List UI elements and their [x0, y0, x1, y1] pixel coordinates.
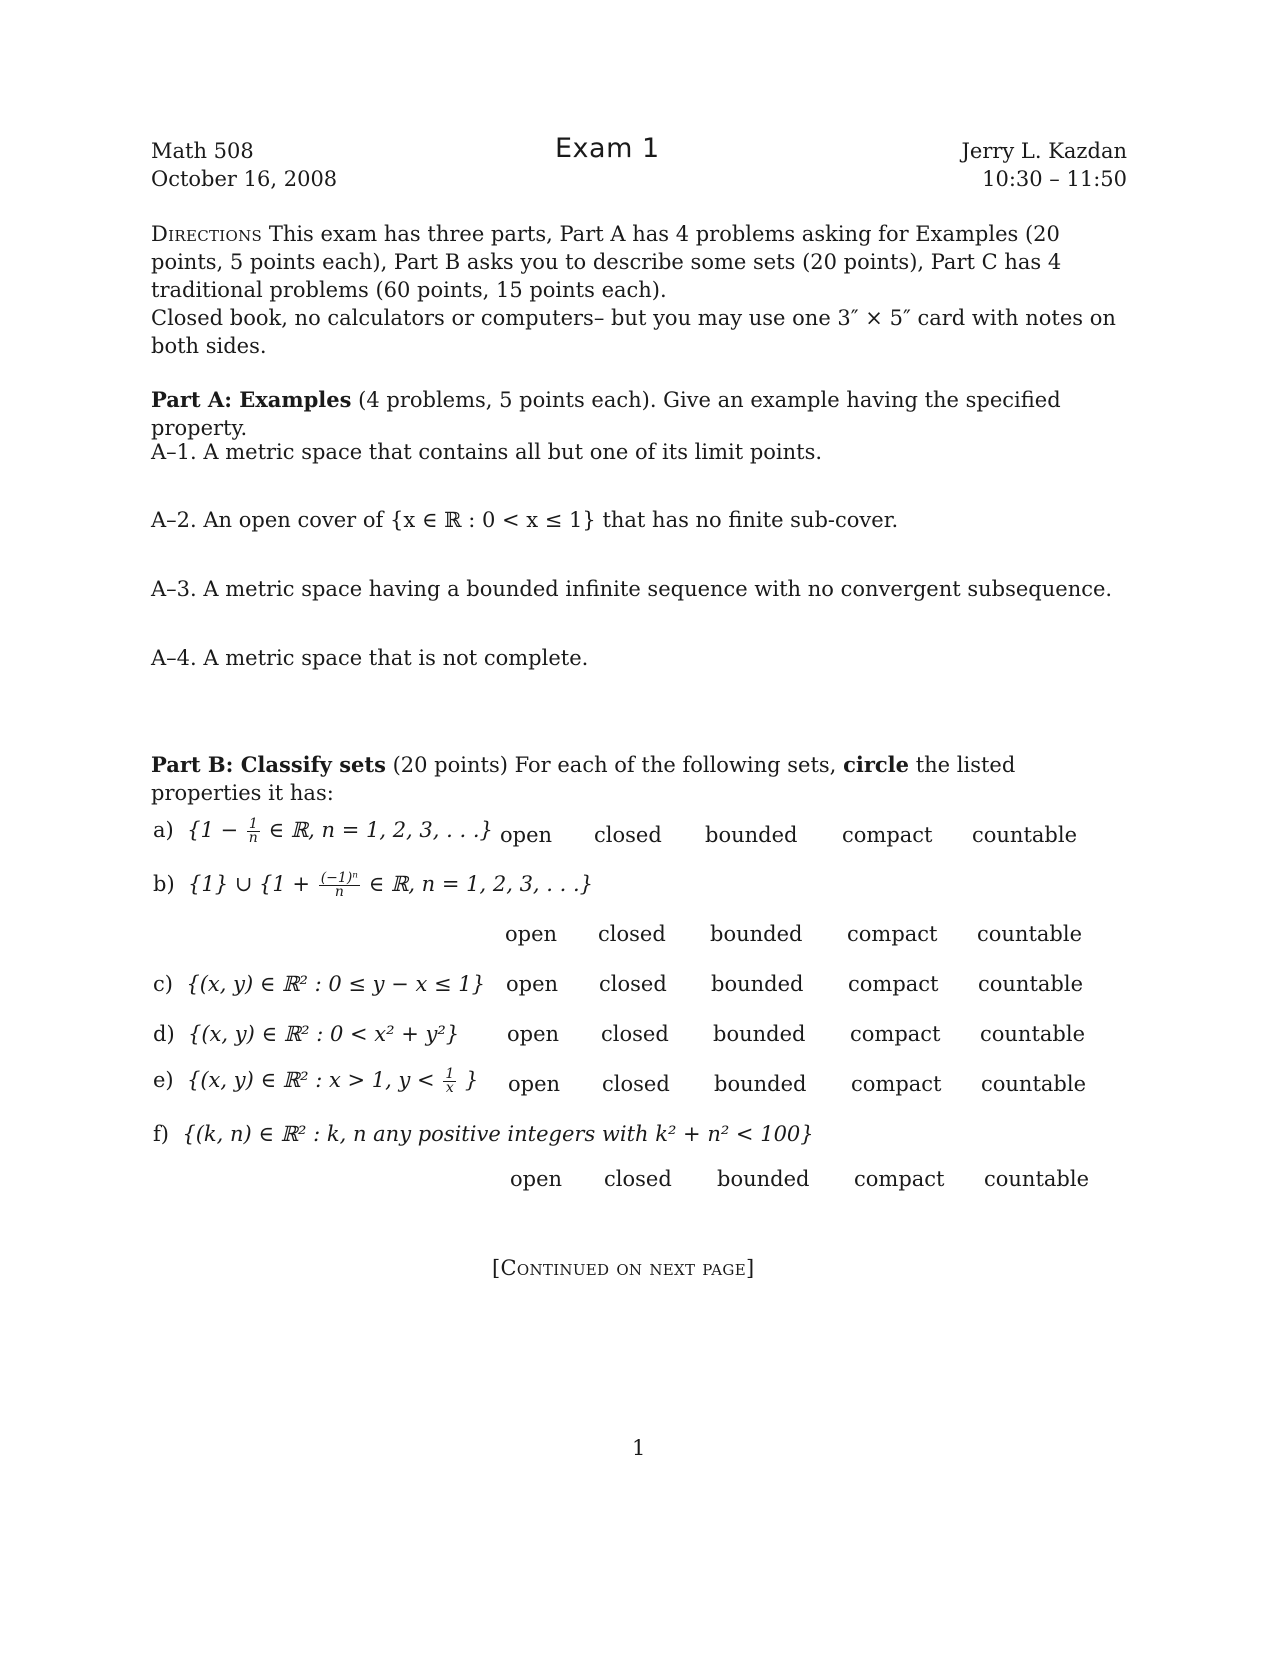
property-open[interactable]: open — [510, 1167, 563, 1191]
property-open[interactable]: open — [508, 1072, 561, 1096]
property-countable[interactable]: countable — [980, 1022, 1085, 1046]
fraction — [443, 1068, 456, 1095]
property-bounded[interactable]: bounded — [705, 823, 798, 847]
fraction-numerator: (−1)ⁿ — [320, 870, 358, 886]
instructor-name: Jerry L. Kazdan — [961, 139, 1127, 163]
fraction-denominator: n — [334, 884, 344, 900]
property-countable[interactable]: countable — [978, 972, 1083, 996]
part-b-heading: Part B: Classify sets — [151, 752, 386, 777]
problem-text: A metric space that contains all but one of its limit points. — [203, 440, 823, 464]
set-expression: {(x, y) ∈ ℝ² : 0 < x² + y²} — [188, 1022, 460, 1046]
property-open[interactable]: open — [507, 1022, 560, 1046]
property-bounded[interactable]: bounded — [713, 1022, 806, 1046]
property-countable[interactable]: countable — [972, 823, 1077, 847]
problem-text: A metric space that is not complete. — [203, 646, 589, 670]
property-closed[interactable]: closed — [602, 1072, 670, 1096]
set-label: c) — [153, 972, 173, 996]
property-bounded[interactable]: bounded — [717, 1167, 810, 1191]
fraction-denominator: x — [445, 1080, 454, 1096]
part-b-intro — [151, 751, 1127, 807]
part-b-instructions-1: (20 points) For each of the following sets, — [392, 753, 837, 777]
property-open[interactable]: open — [505, 922, 558, 946]
directions-label: Directions — [151, 222, 263, 246]
set-expression: ∈ ℝ, n = 1, 2, 3, . . .} — [268, 818, 493, 842]
property-closed[interactable]: closed — [594, 823, 662, 847]
property-closed[interactable]: closed — [598, 922, 666, 946]
property-closed[interactable]: closed — [599, 972, 667, 996]
set-d — [153, 1022, 459, 1046]
problem-label: A–1. — [151, 440, 197, 464]
set-c — [153, 972, 485, 996]
property-bounded[interactable]: bounded — [714, 1072, 807, 1096]
problem-label: A–4. — [151, 646, 197, 670]
set-label: d) — [153, 1022, 175, 1046]
set-label: b) — [153, 872, 175, 896]
set-label: e) — [153, 1068, 174, 1092]
set-expression: {(x, y) ∈ ℝ² : 0 ≤ y − x ≤ 1} — [186, 972, 485, 996]
property-countable[interactable]: countable — [984, 1167, 1089, 1191]
problem-a4 — [151, 646, 588, 670]
property-bounded[interactable]: bounded — [710, 922, 803, 946]
fraction — [247, 818, 260, 845]
property-countable[interactable]: countable — [977, 922, 1082, 946]
problem-a1 — [151, 440, 822, 464]
set-expression: {(x, y) ∈ ℝ² : x > 1, y < — [186, 1068, 435, 1092]
problem-label: A–3. — [151, 577, 197, 601]
set-f — [153, 1122, 814, 1146]
property-closed[interactable]: closed — [601, 1022, 669, 1046]
set-b — [153, 872, 593, 899]
course-name: Math 508 — [151, 139, 254, 163]
set-label: f) — [153, 1122, 169, 1146]
page-number: 1 — [632, 1436, 646, 1460]
fraction-denominator: n — [248, 830, 258, 846]
set-expression: {(k, n) ∈ ℝ² : k, n any positive integers with k² + n² < 100} — [182, 1122, 814, 1146]
property-compact[interactable]: compact — [850, 1022, 941, 1046]
set-expression: {1 − — [187, 818, 239, 842]
property-open[interactable]: open — [506, 972, 559, 996]
problem-a3 — [151, 577, 1112, 601]
part-a-instructions: (4 problems, 5 points each). Give an example having the specified property. — [151, 388, 1061, 440]
part-a-intro — [151, 386, 1127, 442]
set-a — [153, 818, 493, 845]
property-compact[interactable]: compact — [847, 922, 938, 946]
problem-text: A metric space having a bounded infinite sequence with no convergent subsequence. — [203, 577, 1113, 601]
exam-date: October 16, 2008 — [151, 167, 338, 191]
directions-text: This exam has three parts, Part A has 4 problems asking for Examples (20 points, 5 points each), Part B asks you to describe some sets (20 points), Part C has 4 traditional problems (60 points, 15 points each). — [151, 222, 1062, 302]
fraction-numerator: 1 — [248, 816, 258, 832]
problem-text: An open cover of {x ∈ ℝ : 0 < x ≤ 1} that has no finite sub-cover. — [203, 508, 899, 532]
property-open[interactable]: open — [500, 823, 553, 847]
set-expression: {1} ∪ {1 + — [188, 872, 311, 896]
directions-paragraph — [151, 220, 1127, 360]
property-compact[interactable]: compact — [854, 1167, 945, 1191]
part-a-heading: Part A: Examples — [151, 387, 352, 412]
set-expression: } — [464, 1068, 479, 1092]
page-title: Exam 1 — [555, 133, 660, 164]
set-label: a) — [153, 818, 174, 842]
property-closed[interactable]: closed — [604, 1167, 672, 1191]
set-e — [153, 1068, 478, 1095]
property-bounded[interactable]: bounded — [711, 972, 804, 996]
property-compact[interactable]: compact — [851, 1072, 942, 1096]
part-b-emphasis: circle — [843, 752, 910, 777]
property-compact[interactable]: compact — [848, 972, 939, 996]
directions-rules: Closed book, no calculators or computers– but you may use one 3″ × 5″ card with notes on both sides. — [151, 306, 1116, 358]
problem-label: A–2. — [151, 508, 197, 532]
exam-time: 10:30 – 11:50 — [982, 167, 1127, 191]
fraction — [319, 872, 360, 899]
property-compact[interactable]: compact — [842, 823, 933, 847]
fraction-numerator: 1 — [445, 1066, 455, 1082]
property-countable[interactable]: countable — [981, 1072, 1086, 1096]
part-b-instructions-2: the listed properties it has: — [151, 753, 1016, 805]
problem-a2 — [151, 508, 898, 532]
continued-note: [Continued on next page] — [492, 1256, 755, 1280]
set-expression: ∈ ℝ, n = 1, 2, 3, . . .} — [368, 872, 594, 896]
